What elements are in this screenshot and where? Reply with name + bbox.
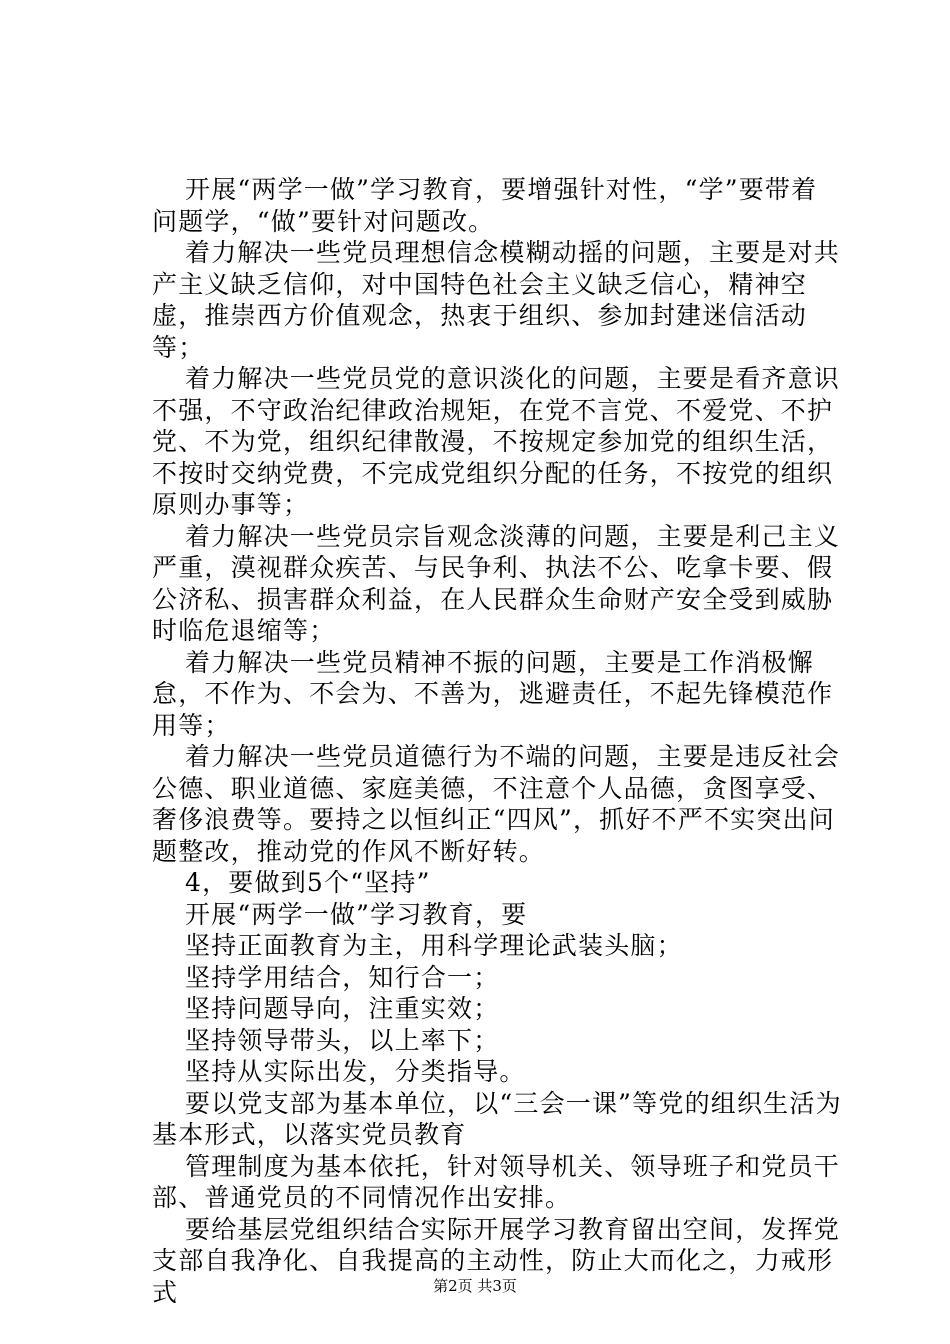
persist-intro: 开展“两学一做”学习教育，要: [185, 899, 528, 929]
page-footer: [0, 1276, 950, 1296]
paragraph-grassroots: 要给基层党组织结合实际开展学习教育留出空间，发挥党支部自我净化、自我提高的主动性，防止大而化之，力戒形式: [152, 1214, 841, 1307]
paragraph-purpose: 着力解决一些党员宗旨观念淡薄的问题，主要是利己主义严重，漠视群众疾苦、与民争利、执法不公、吃拿卡要、假公济私、损害群众利益，在人民群众生命财产安全受到威胁时临危退缩等；: [152, 521, 841, 645]
paragraph-party-awareness: 着力解决一些党员党的意识淡化的问题，主要是看齐意识不强，不守政治纪律政治规矩，在党不言党、不爱党、不护党、不为党，组织纪律散漫，不按规定参加党的组织生活，不按时交纳党费，不完成党组织分配的任务，不按党的组织原则办事等；: [152, 364, 841, 519]
paragraph-management: 管理制度为基本依托，针对领导机关、领导班子和党员干部、普通党员的不同情况作出安排。: [152, 1151, 841, 1212]
section-heading-4: 4，要做到5个“坚持”: [185, 868, 431, 897]
persist-item: 坚持从实际出发，分类指导。: [185, 1057, 526, 1086]
persist-item: 坚持学用结合，知行合一；: [185, 962, 500, 992]
paragraph-spirit: 着力解决一些党员精神不振的问题，主要是工作消极懈怠，不作为、不会为、不善为，逃避责任，不起先锋模范作用等；: [152, 647, 834, 740]
paragraph-ideals: 着力解决一些党员理想信念模糊动摇的问题，主要是对共产主义缺乏信仰，对中国特色社会主义缺乏信心，精神空虚，推崇西方价值观念，热衷于组织、参加封建迷信活动等；: [152, 238, 841, 362]
paragraph-morality: 着力解决一些党员道德行为不端的问题，主要是违反社会公德、职业道德、家庭美德，不注意个人品德，贪图享受、奢侈浪费等。要持之以恒纠正“四风”，抓好不严不实突出问题整改，推动党的作风不断好转。: [152, 742, 841, 866]
document-body: [152, 174, 842, 1308]
paragraph-intro: 开展“两学一做”学习教育，要增强针对性，“学”要带着问题学，“做”要针对问题改。: [152, 175, 818, 236]
persist-item: 坚持问题导向，注重实效；: [185, 994, 500, 1023]
page-number: 第2页 共3页: [433, 1277, 517, 1295]
paragraph-party-branch: 要以党支部为基本单位，以“三会一课”等党的组织生活为基本形式，以落实党员教育: [152, 1088, 842, 1149]
persist-item: 坚持正面教育为主，用科学理论武装头脑；: [185, 931, 683, 960]
persist-item: 坚持领导带头，以上率下；: [185, 1025, 500, 1055]
